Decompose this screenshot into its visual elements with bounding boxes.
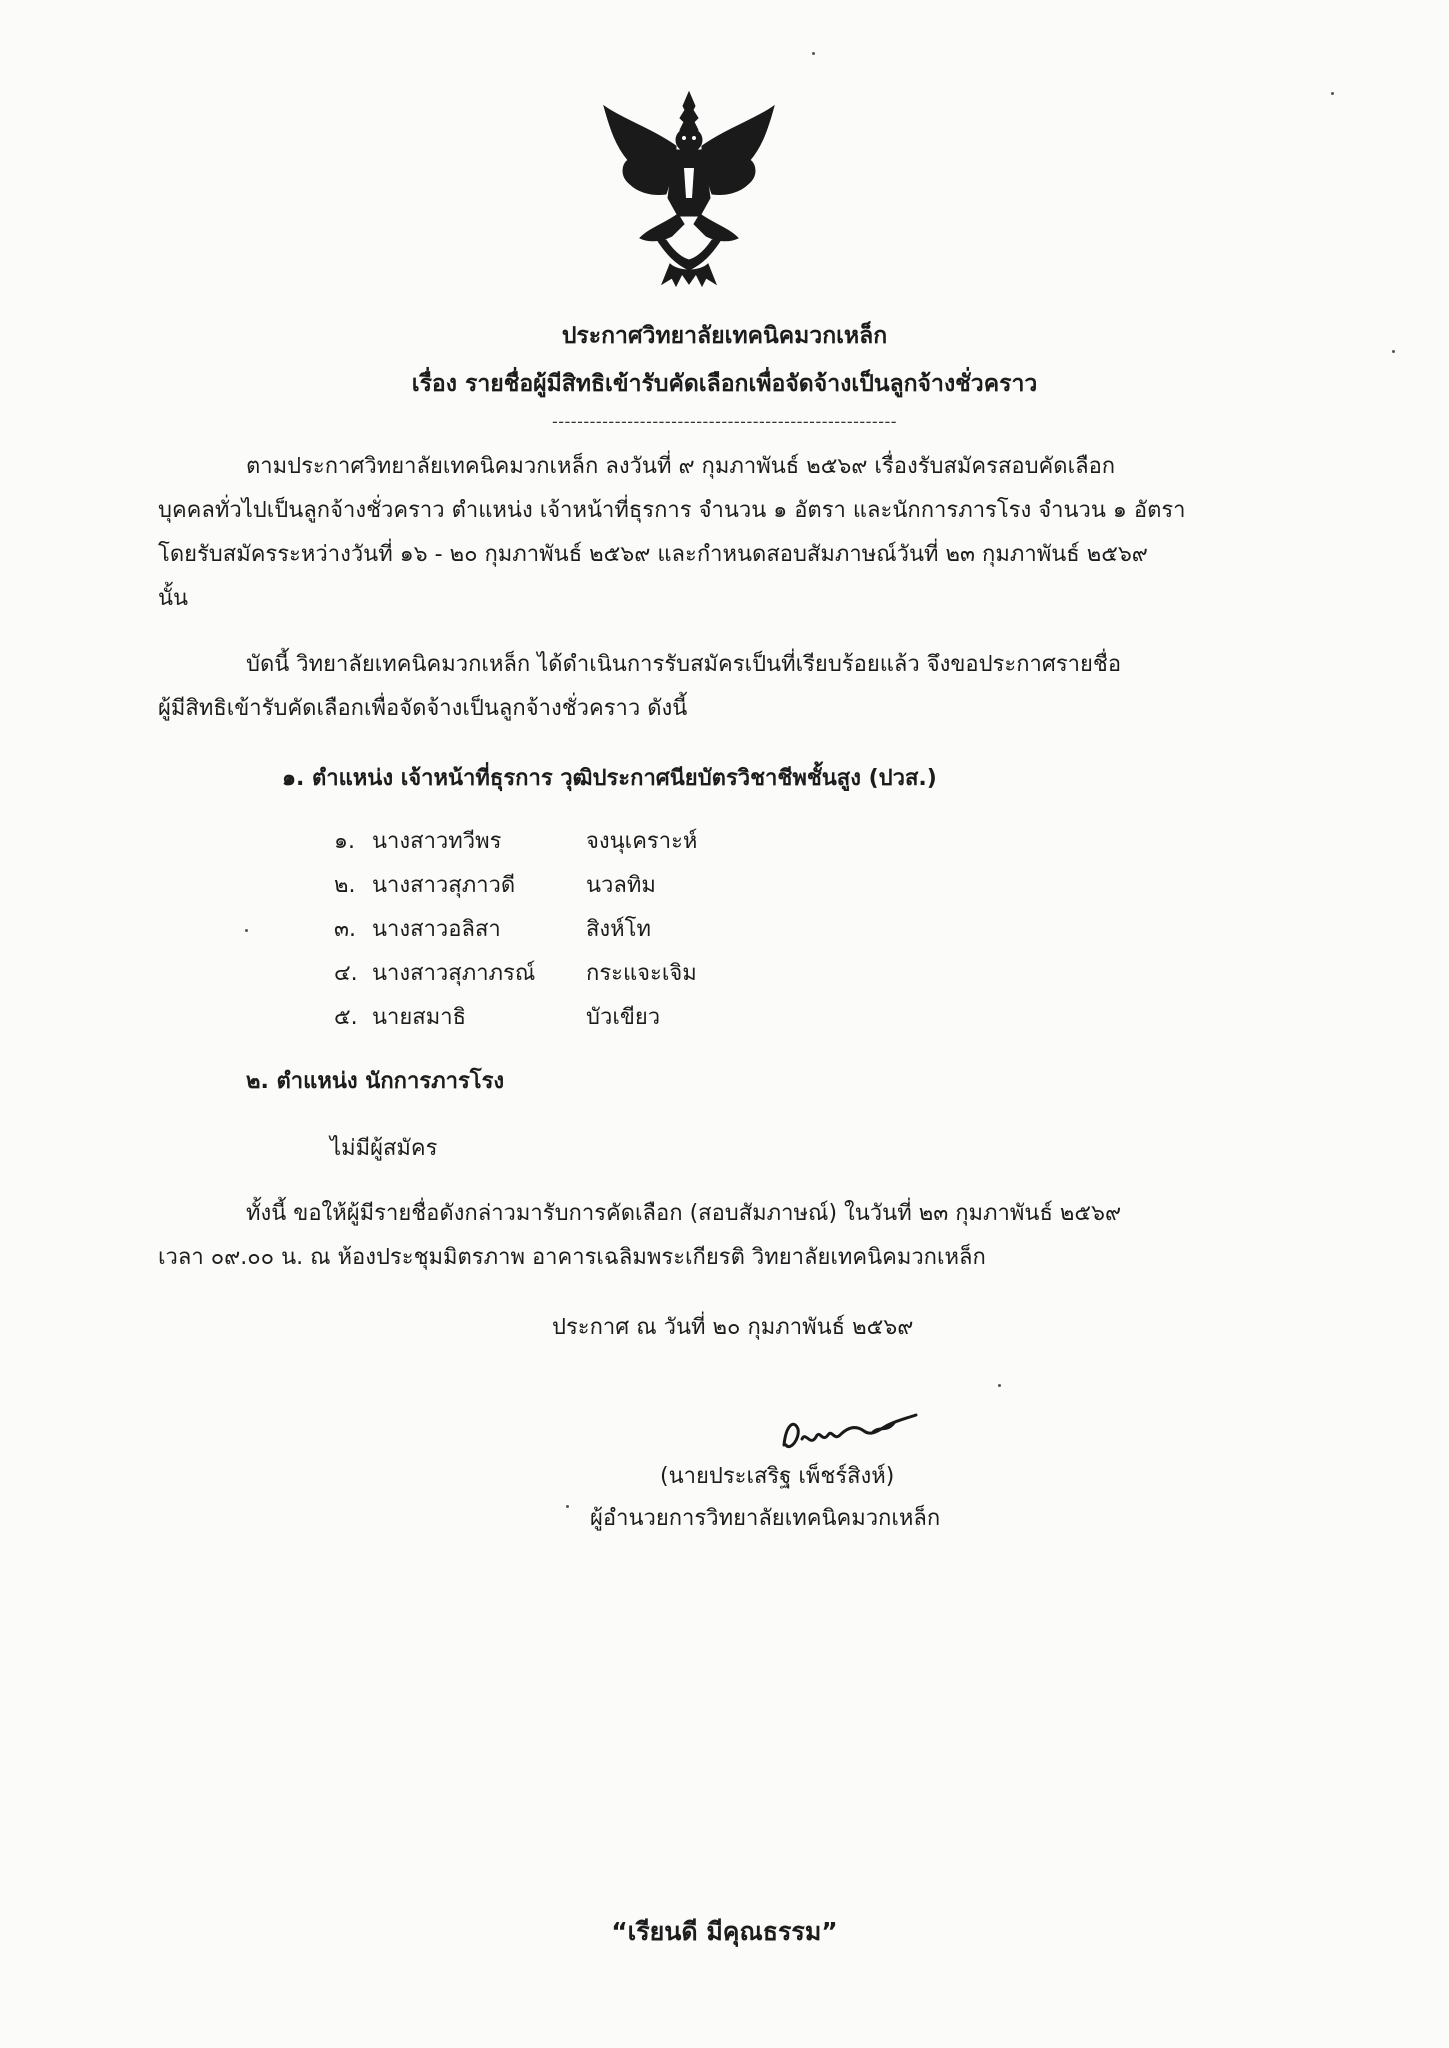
candidate-first-name: นางสาวอลิสา <box>372 916 501 942</box>
candidate-last-name: นวลทิม <box>586 872 656 898</box>
list-item <box>334 906 697 950</box>
list-item <box>334 950 697 994</box>
candidate-number: ๔. <box>334 960 358 986</box>
signature <box>776 1395 946 1465</box>
scan-speck <box>566 1505 569 1508</box>
paragraph-line: ตามประกาศวิทยาลัยเทคนิคมวกเหล็ก ลงวันที่ ๙ กุมภาพันธ์ ๒๕๖๙ เรื่องรับสมัครสอบคัดเลือก <box>246 454 1116 479</box>
paragraph-line: ผู้มีสิทธิเข้ารับคัดเลือกเพื่อจัดจ้างเป็นลูกจ้างชั่วคราว ดังนี้ <box>158 696 688 721</box>
paragraph-line: เวลา ๐๙.๐๐ น. ณ ห้องประชุมมิตรภาพ อาคารเฉลิมพระเกียรติ วิทยาลัยเทคนิคมวกเหล็ก <box>158 1245 986 1270</box>
candidate-last-name: บัวเขียว <box>586 1004 661 1030</box>
list-item <box>334 818 697 862</box>
paragraph-line: บัดนี้ วิทยาลัยเทคนิคมวกเหล็ก ได้ดำเนินการรับสมัครเป็นที่เรียบร้อยแล้ว จึงขอประกาศรายชื่อ <box>246 652 1122 677</box>
schedule-paragraph <box>158 1192 1258 1280</box>
candidate-number: ๕. <box>334 1004 358 1030</box>
signer-name: (นายประเสริฐ เพ็ชร์สิงห์) <box>660 1464 895 1489</box>
candidate-first-name: นายสมาธิ <box>372 1004 466 1030</box>
candidate-first-name: นางสาวสุภาภรณ์ <box>372 960 536 986</box>
candidate-last-name: จงนุเคราะห์ <box>586 828 698 854</box>
document-subject: เรื่อง รายชื่อผู้มีสิทธิเข้ารับคัดเลือกเพื่อจัดจ้างเป็นลูกจ้างชั่วคราว <box>411 371 1038 397</box>
school-motto: “เรียนดี มีคุณธรรม” <box>611 1917 838 1946</box>
candidate-last-name: สิงห์โท <box>586 916 651 942</box>
section2-heading: ๒. ตำแหน่ง นักการภารโรง <box>246 1069 505 1094</box>
announcement-paragraph <box>158 643 1258 731</box>
list-item <box>334 994 697 1038</box>
garuda-emblem <box>600 88 778 288</box>
candidate-first-name: นางสาวสุภาวดี <box>372 872 516 898</box>
candidate-number: ๑. <box>334 828 355 854</box>
announcement-date: ประกาศ ณ วันที่ ๒๐ กุมภาพันธ์ ๒๕๖๙ <box>552 1315 914 1340</box>
candidate-number: ๓. <box>334 916 357 942</box>
candidate-number: ๒. <box>334 872 356 898</box>
section1-heading: ๑. ตำแหน่ง เจ้าหน้าที่ธุรการ วุฒิประกาศนียบัตรวิชาชีพชั้นสูง (ปวส.) <box>282 766 937 791</box>
paragraph-line: โดยรับสมัครระหว่างวันที่ ๑๖ - ๒๐ กุมภาพันธ์ ๒๕๖๙ และกำหนดสอบสัมภาษณ์วันที่ ๒๓ กุมภาพันธ์ ๒๕๖๙ <box>158 542 1148 567</box>
intro-paragraph <box>158 445 1258 621</box>
signer-position: ผู้อำนวยการวิทยาลัยเทคนิคมวกเหล็ก <box>590 1506 941 1531</box>
scan-speck <box>245 929 248 932</box>
scan-speck <box>1392 350 1395 353</box>
no-applicants-text: ไม่มีผู้สมัคร <box>330 1136 438 1161</box>
scan-speck <box>812 52 815 55</box>
candidate-list <box>334 818 697 1038</box>
scan-speck <box>998 1384 1001 1387</box>
paragraph-line: ทั้งนี้ ขอให้ผู้มีรายชื่อดังกล่าวมารับการคัดเลือก (สอบสัมภาษณ์) ในวันที่ ๒๓ กุมภาพันธ์ ๒๕๖๙ <box>246 1201 1122 1226</box>
paragraph-line: บุคคลทั่วไปเป็นลูกจ้างชั่วคราว ตำแหน่ง เจ้าหน้าที่ธุรการ จำนวน ๑ อัตรา และนักการภารโรง จำนวน ๑ อัตรา <box>158 498 1186 523</box>
candidate-last-name: กระแจะเจิม <box>586 960 697 986</box>
document-title: ประกาศวิทยาลัยเทคนิคมวกเหล็ก <box>561 323 888 349</box>
paragraph-line: นั้น <box>158 586 189 611</box>
scan-speck <box>1331 92 1334 95</box>
list-item <box>334 862 697 906</box>
divider-line: ------------------------------------------------------- <box>551 412 898 431</box>
candidate-first-name: นางสาวทวีพร <box>372 828 502 854</box>
